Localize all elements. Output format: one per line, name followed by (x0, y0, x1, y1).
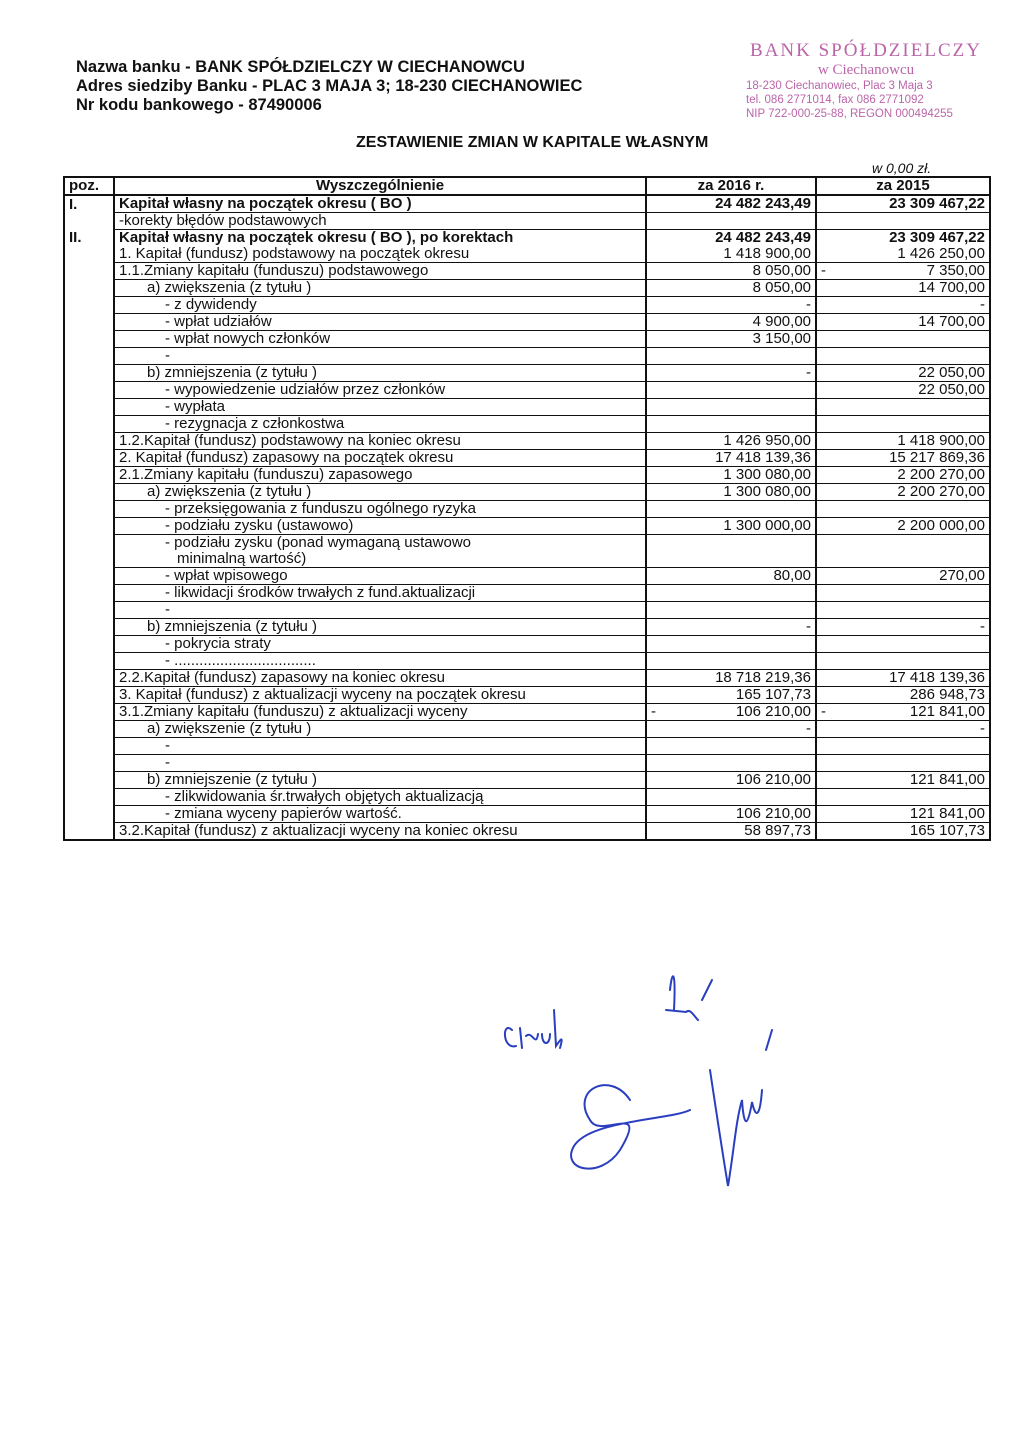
table-row (64, 314, 990, 331)
row-description: - .................................. (114, 653, 646, 670)
value-2016 (646, 280, 816, 297)
table-row (64, 213, 990, 230)
row-position (64, 365, 114, 382)
table-row (64, 382, 990, 399)
negative-sign: - (821, 703, 826, 720)
row-description: - podziału zysku (ponad wymaganą ustawowo (114, 535, 646, 552)
row-position (64, 755, 114, 772)
row-position (64, 213, 114, 230)
row-position (64, 772, 114, 789)
value-2016-text: 4 900,00 (752, 313, 811, 330)
value-2015 (816, 704, 990, 721)
stamp-line-5: NIP 722-000-25-88, REGON 000494255 (746, 108, 953, 120)
row-position: I. (64, 195, 114, 213)
table-row (64, 263, 990, 280)
value-2015 (816, 314, 990, 331)
value-2015-text: 2 200 000,00 (897, 517, 985, 534)
stamp-line-4: tel. 086 2771014, fax 086 2771092 (746, 94, 924, 106)
row-position (64, 399, 114, 416)
negative-sign: - (821, 262, 826, 279)
value-2015 (816, 670, 990, 687)
value-2016 (646, 755, 816, 772)
row-position (64, 467, 114, 484)
value-2015 (816, 755, 990, 772)
row-position: II. (64, 230, 114, 247)
table-row (64, 416, 990, 433)
row-description: - zmiana wyceny papierów wartość. (114, 806, 646, 823)
value-2015-text: 1 426 250,00 (897, 246, 985, 262)
value-2015 (816, 365, 990, 382)
value-2016-text: 17 418 139,36 (715, 449, 811, 466)
value-2015 (816, 297, 990, 314)
value-2015 (816, 195, 990, 213)
value-2016 (646, 653, 816, 670)
row-position (64, 484, 114, 501)
row-description: - przeksięgowania z funduszu ogólnego ryzyka (114, 501, 646, 518)
row-description: - wpłat udziałów (114, 314, 646, 331)
value-2015 (816, 551, 990, 568)
row-description: - (114, 755, 646, 772)
value-2015 (816, 568, 990, 585)
value-2015-text: 121 841,00 (909, 771, 985, 788)
value-2016-text: 18 718 219,36 (715, 669, 811, 686)
header-poz: poz. (64, 177, 114, 195)
row-position (64, 297, 114, 314)
row-description: b) zmniejszenia (z tytułu ) (114, 365, 646, 382)
value-2016-text: 8 050,00 (752, 279, 811, 296)
value-2016-text: 24 482 243,49 (715, 195, 811, 212)
value-2016-text: 106 210,00 (735, 703, 811, 720)
signature-1 (505, 1010, 562, 1048)
table-row (64, 755, 990, 772)
row-position (64, 653, 114, 670)
value-2015-text: 2 200 270,00 (897, 483, 985, 500)
value-2015 (816, 619, 990, 636)
value-2015 (816, 823, 990, 841)
table-row (64, 551, 990, 568)
row-description: - (114, 738, 646, 755)
value-2016 (646, 772, 816, 789)
row-description: 1. Kapitał (fundusz) podstawowy na początek okresu (114, 246, 646, 263)
value-2016 (646, 382, 816, 399)
bank-code: Nr kodu bankowego - 87490006 (76, 96, 322, 114)
table-row (64, 738, 990, 755)
value-2015 (816, 416, 990, 433)
table-row (64, 602, 990, 619)
table-row (64, 704, 990, 721)
row-position (64, 551, 114, 568)
value-2016-text: 1 426 950,00 (723, 432, 811, 449)
value-2015-text: 14 700,00 (918, 279, 985, 296)
value-2015 (816, 721, 990, 738)
value-2015 (816, 450, 990, 467)
row-position (64, 433, 114, 450)
value-2015 (816, 518, 990, 535)
value-2016 (646, 738, 816, 755)
table-row (64, 433, 990, 450)
row-position (64, 246, 114, 263)
value-2016-text: - (806, 296, 811, 313)
row-description: - (114, 602, 646, 619)
row-position (64, 314, 114, 331)
value-2016 (646, 704, 816, 721)
bank-stamp (746, 40, 986, 121)
value-2015 (816, 602, 990, 619)
value-2016-text: 106 210,00 (735, 771, 811, 788)
value-2016 (646, 450, 816, 467)
value-2015 (816, 213, 990, 230)
value-2015-text: 14 700,00 (918, 313, 985, 330)
bank-name: Nazwa banku - BANK SPÓŁDZIELCZY W CIECHANOWCU (76, 58, 525, 76)
row-position (64, 704, 114, 721)
row-description: Kapitał własny na początek okresu ( BO ), po korektach (114, 230, 646, 247)
value-2015-text: 22 050,00 (918, 364, 985, 381)
value-2016 (646, 263, 816, 280)
value-2015-text: 270,00 (939, 567, 985, 584)
row-description: - likwidacji środków trwałych z fund.aktualizacji (114, 585, 646, 602)
row-position (64, 789, 114, 806)
value-2016 (646, 348, 816, 365)
value-2016 (646, 331, 816, 348)
bank-address: Adres siedziby Banku - PLAC 3 MAJA 3; 18-230 CIECHANOWIEC (76, 77, 583, 95)
table-row (64, 636, 990, 653)
row-description: 3.1.Zmiany kapitału (funduszu) z aktualizacji wyceny (114, 704, 646, 721)
value-2016 (646, 823, 816, 841)
value-2015 (816, 433, 990, 450)
value-2015 (816, 687, 990, 704)
table-row (64, 823, 990, 841)
value-2016 (646, 670, 816, 687)
table-row (64, 585, 990, 602)
table-row (64, 772, 990, 789)
row-description: - z dywidendy (114, 297, 646, 314)
row-position (64, 280, 114, 297)
table-row (64, 331, 990, 348)
value-2015-text: 17 418 139,36 (889, 669, 985, 686)
table-row (64, 280, 990, 297)
value-2016 (646, 568, 816, 585)
value-2016 (646, 806, 816, 823)
value-2015 (816, 806, 990, 823)
table-row (64, 230, 990, 247)
row-position (64, 636, 114, 653)
value-2016-text: 1 300 000,00 (723, 517, 811, 534)
value-2016 (646, 246, 816, 263)
value-2015-text: 121 841,00 (909, 703, 985, 720)
value-2016 (646, 687, 816, 704)
value-2016 (646, 636, 816, 653)
value-2016 (646, 619, 816, 636)
stamp-line-3: 18-230 Ciechanowiec, Plac 3 Maja 3 (746, 80, 933, 92)
header-2015: za 2015 (816, 177, 990, 195)
row-description: 2. Kapitał (fundusz) zapasowy na początek okresu (114, 450, 646, 467)
row-description: - wpłat wpisowego (114, 568, 646, 585)
value-2015 (816, 263, 990, 280)
value-2015 (816, 585, 990, 602)
value-2016 (646, 518, 816, 535)
value-2015 (816, 246, 990, 263)
table-row (64, 450, 990, 467)
value-2015 (816, 484, 990, 501)
value-2016-text: 1 300 080,00 (723, 466, 811, 483)
row-description: - wpłat nowych członków (114, 331, 646, 348)
stamp-line-1: BANK SPÓŁDZIELCZY (750, 40, 982, 61)
value-2015-text: 1 418 900,00 (897, 432, 985, 449)
table-row (64, 687, 990, 704)
equity-changes-table (63, 176, 991, 841)
table-row (64, 399, 990, 416)
value-2016 (646, 789, 816, 806)
value-2015-text: - (980, 720, 985, 737)
row-position (64, 568, 114, 585)
row-description: -korekty błędów podstawowych (114, 213, 646, 230)
row-position (64, 738, 114, 755)
stamp-line-2: w Ciechanowcu (817, 62, 915, 78)
value-2015-text: - (980, 296, 985, 313)
row-position (64, 806, 114, 823)
value-2016 (646, 213, 816, 230)
value-2016-text: - (806, 618, 811, 635)
table-row (64, 806, 990, 823)
row-description: 3. Kapitał (fundusz) z aktualizacji wyceny na początek okresu (114, 687, 646, 704)
value-2016 (646, 416, 816, 433)
value-2016-text: 1 418 900,00 (723, 246, 811, 262)
row-position (64, 382, 114, 399)
value-2016 (646, 230, 816, 247)
header-description: Wyszczególnienie (114, 177, 646, 195)
value-2015 (816, 501, 990, 518)
bank-header (76, 58, 582, 115)
table-row (64, 246, 990, 263)
row-description: a) zwiększenie (z tytułu ) (114, 721, 646, 738)
value-2015 (816, 738, 990, 755)
row-description: b) zmniejszenie (z tytułu ) (114, 772, 646, 789)
row-position (64, 535, 114, 552)
value-2016-text: 106 210,00 (735, 805, 811, 822)
value-2015-text: 121 841,00 (909, 805, 985, 822)
value-2016-text: 24 482 243,49 (715, 229, 811, 246)
row-position (64, 501, 114, 518)
row-position (64, 450, 114, 467)
row-description: minimalną wartość) (114, 551, 646, 568)
row-description: - (114, 348, 646, 365)
table-row (64, 721, 990, 738)
value-2016 (646, 433, 816, 450)
row-position (64, 331, 114, 348)
table-row (64, 348, 990, 365)
value-2015 (816, 789, 990, 806)
signature-4 (710, 1030, 772, 1186)
signatures (490, 950, 810, 1210)
row-description: - wypowiedzenie udziałów przez członków (114, 382, 646, 399)
value-2015 (816, 535, 990, 552)
value-2016 (646, 195, 816, 213)
table-row (64, 195, 990, 213)
value-2016 (646, 721, 816, 738)
table-row (64, 670, 990, 687)
value-2016-text: 80,00 (773, 567, 811, 584)
value-2016 (646, 399, 816, 416)
value-2016-text: 165 107,73 (735, 686, 811, 703)
value-2016 (646, 551, 816, 568)
value-2015-text: 165 107,73 (909, 822, 985, 839)
table-row (64, 568, 990, 585)
signature-2 (666, 976, 712, 1020)
value-2015-text: 23 309 467,22 (889, 229, 985, 246)
table-row (64, 365, 990, 382)
row-position (64, 687, 114, 704)
value-2016 (646, 467, 816, 484)
currency-unit: w 0,00 zł. (872, 160, 932, 176)
value-2015-text: 286 948,73 (909, 686, 985, 703)
row-position (64, 823, 114, 841)
value-2016 (646, 314, 816, 331)
value-2015 (816, 230, 990, 247)
row-description: b) zmniejszenia (z tytułu ) (114, 619, 646, 636)
value-2016 (646, 602, 816, 619)
row-description: - podziału zysku (ustawowo) (114, 518, 646, 535)
row-description: 2.2.Kapitał (fundusz) zapasowy na koniec okresu (114, 670, 646, 687)
table-row (64, 789, 990, 806)
table-row (64, 297, 990, 314)
value-2015 (816, 331, 990, 348)
table-row (64, 484, 990, 501)
value-2016-text: 8 050,00 (752, 262, 811, 279)
row-description: - zlikwidowania śr.trwałych objętych aktualizacją (114, 789, 646, 806)
value-2015-text: 15 217 869,36 (889, 449, 985, 466)
table-row (64, 518, 990, 535)
value-2016-text: 58 897,73 (744, 822, 811, 839)
row-description: - pokrycia straty (114, 636, 646, 653)
value-2015-text: 23 309 467,22 (889, 195, 985, 212)
row-description: 3.2.Kapitał (fundusz) z aktualizacji wyceny na koniec okresu (114, 823, 646, 841)
value-2015-text: 7 350,00 (926, 262, 985, 279)
table-row (64, 653, 990, 670)
negative-sign: - (651, 703, 656, 720)
value-2016 (646, 297, 816, 314)
row-description: a) zwiększenia (z tytułu ) (114, 484, 646, 501)
table-row (64, 467, 990, 484)
row-description: 1.1.Zmiany kapitału (funduszu) podstawowego (114, 263, 646, 280)
value-2016 (646, 585, 816, 602)
signature-3 (571, 1085, 690, 1168)
row-position (64, 263, 114, 280)
value-2015 (816, 399, 990, 416)
row-description: 2.1.Zmiany kapitału (funduszu) zapasowego (114, 467, 646, 484)
row-position (64, 348, 114, 365)
row-description: a) zwiększenia (z tytułu ) (114, 280, 646, 297)
value-2016-text: - (806, 364, 811, 381)
table-row (64, 619, 990, 636)
row-description: Kapitał własny na początek okresu ( BO ) (114, 195, 646, 213)
header-2016: za 2016 r. (646, 177, 816, 195)
value-2015 (816, 348, 990, 365)
table-header-row (64, 177, 990, 195)
row-position (64, 602, 114, 619)
value-2015-text: 22 050,00 (918, 381, 985, 398)
row-position (64, 416, 114, 433)
value-2016 (646, 365, 816, 382)
value-2015-text: - (980, 618, 985, 635)
value-2016 (646, 535, 816, 552)
value-2016 (646, 501, 816, 518)
value-2016-text: 3 150,00 (752, 330, 811, 347)
value-2015 (816, 636, 990, 653)
row-position (64, 585, 114, 602)
value-2016-text: 1 300 080,00 (723, 483, 811, 500)
value-2015 (816, 467, 990, 484)
value-2016 (646, 484, 816, 501)
value-2015-text: 2 200 270,00 (897, 466, 985, 483)
value-2015 (816, 653, 990, 670)
row-description: 1.2.Kapitał (fundusz) podstawowy na koniec okresu (114, 433, 646, 450)
row-position (64, 721, 114, 738)
document-title: ZESTAWIENIE ZMIAN W KAPITALE WŁASNYM (356, 134, 709, 151)
table-row (64, 535, 990, 552)
row-description: - wypłata (114, 399, 646, 416)
row-position (64, 518, 114, 535)
row-description: - rezygnacja z członkostwa (114, 416, 646, 433)
value-2015 (816, 280, 990, 297)
row-position (64, 670, 114, 687)
table-body (64, 195, 990, 840)
table-row (64, 501, 990, 518)
value-2015 (816, 772, 990, 789)
value-2016-text: - (806, 720, 811, 737)
row-position (64, 619, 114, 636)
value-2015 (816, 382, 990, 399)
